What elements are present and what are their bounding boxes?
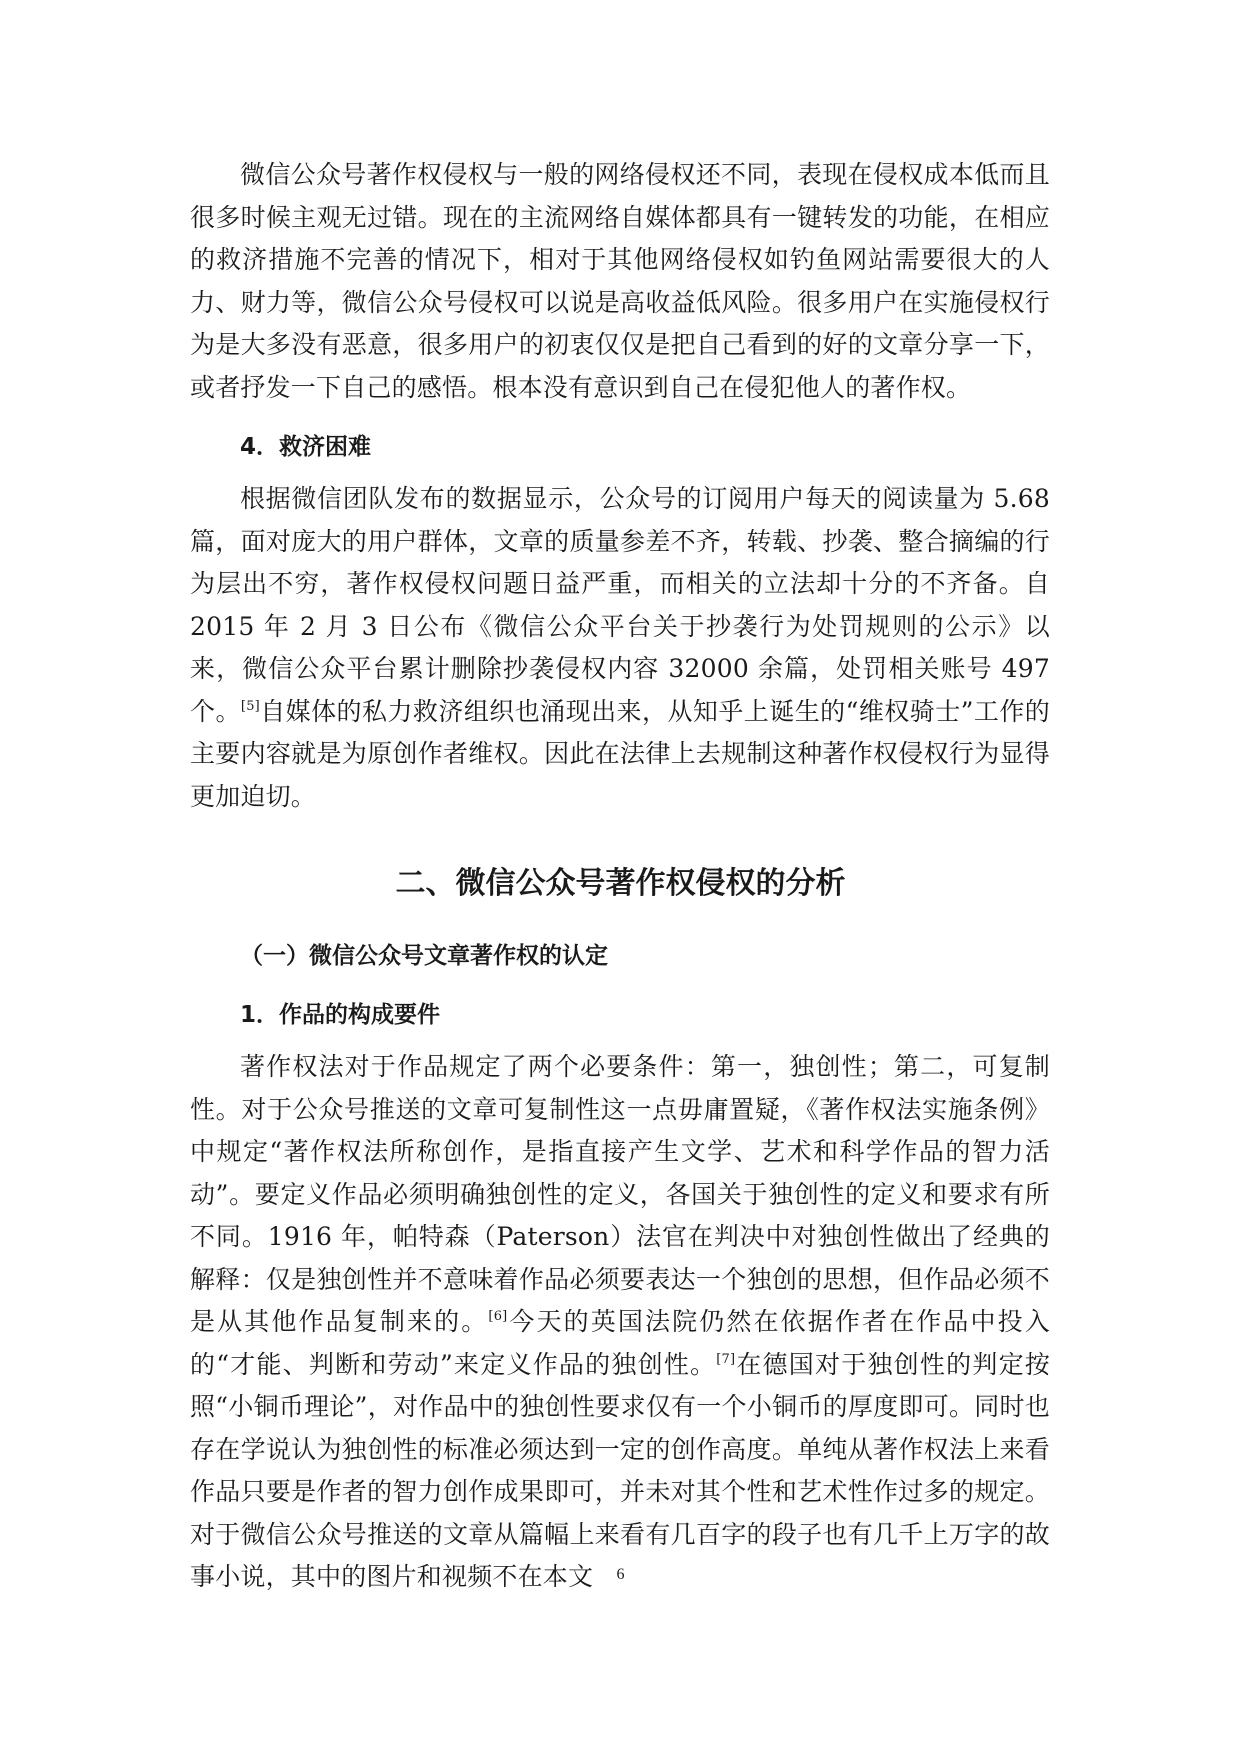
page-number: 6 xyxy=(616,1566,625,1583)
subheading-work-elements: 1．作品的构成要件 xyxy=(240,1002,441,1028)
subheading-remedy-difficulty: 4．救济困难 xyxy=(240,434,372,460)
subsection-title: （一）微信公众号文章著作权的认定 xyxy=(240,943,608,969)
paragraph-text: 著作权法对于作品规定了两个必要条件：第一，独创性；第二，可复制性。对于公众号推送的文章可复制性这一点毋庸置疑，《著作权法实施条例》中规定“著作权法所称创作，是指直接产生文学、艺术和科学作品的智力活动”。要定义作品必须明确独创性的定义，各国关于独创性的定义和要求有所不同。1916 年，帕特森（Paterson）法官在判决中对独创性做出了经典的解释：仅是独创性并不意味着作品必须要表达一个独创的思想，但作品必须不是从其他作品复制来的。 xyxy=(190,1052,1050,1336)
body-paragraph xyxy=(190,1046,1050,1599)
paragraph-text: 在德国对于独创性的判定按照“小铜币理论”，对作品中的独创性要求仅有一个小铜币的厚度即可。同时也存在学说认为独创性的标准必须达到一定的创作高度。单纯从著作权法上来看作品只要是作者的智力创作成果即可，并未对其个性和艺术性作过多的规定。对于微信公众号推送的文章从篇幅上来看有几百字的段子也有几千上万字的故事小说，其中的图片和视频不在本文 xyxy=(190,1349,1050,1591)
section-title: 二、微信公众号著作权侵权的分析 xyxy=(395,866,846,901)
body-paragraph xyxy=(190,154,1050,409)
paragraph-text: 今天的英国法院仍然在依据作者在作品中投入的“才能、判断和劳动”来定义作品的独创性。 xyxy=(190,1307,1050,1379)
paragraph-text: 微信公众号著作权侵权与一般的网络侵权还不同，表现在侵权成本低而且很多时候主观无过错。现在的主流网络自媒体都具有一键转发的功能，在相应的救济措施不完善的情况下，相对于其他网络侵权如钓鱼网站需要很大的人力、财力等，微信公众号侵权可以说是高收益低风险。很多用户在实施侵权行为是大多没有恶意，很多用户的初衷仅仅是把自己看到的好的文章分享一下，或者抒发一下自己的感悟。根本没有意识到自己在侵犯他人的著作权。 xyxy=(190,160,1050,402)
paragraph-text: 根据微信团队发布的数据显示，公众号的订阅用户每天的阅读量为 5.68 篇，面对庞大的用户群体，文章的质量参差不齐，转载、抄袭、整合摘编的行为层出不穷，著作权侵权问题日益严重，而相关的立法却十分的不齐备。自 2015 年 2 月 3 日公布《微信公众平台关于抄袭行为处罚规则的公示》以来，微信公众平台累计删除抄袭侵权内容 32000 余篇，处罚相关账号 497 个。 xyxy=(190,484,1050,726)
body-paragraph xyxy=(190,478,1050,818)
paragraph-text: 自媒体的私力救济组织也涌现出来，从知乎上诞生的“维权骑士”工作的主要内容就是为原创作者维权。因此在法律上去规制这种著作权侵权行为显得更加迫切。 xyxy=(190,696,1051,811)
footnote-reference[interactable]: [7] xyxy=(716,1351,736,1367)
footnote-reference[interactable]: [5] xyxy=(240,698,260,714)
footnote-reference[interactable]: [6] xyxy=(488,1309,508,1324)
